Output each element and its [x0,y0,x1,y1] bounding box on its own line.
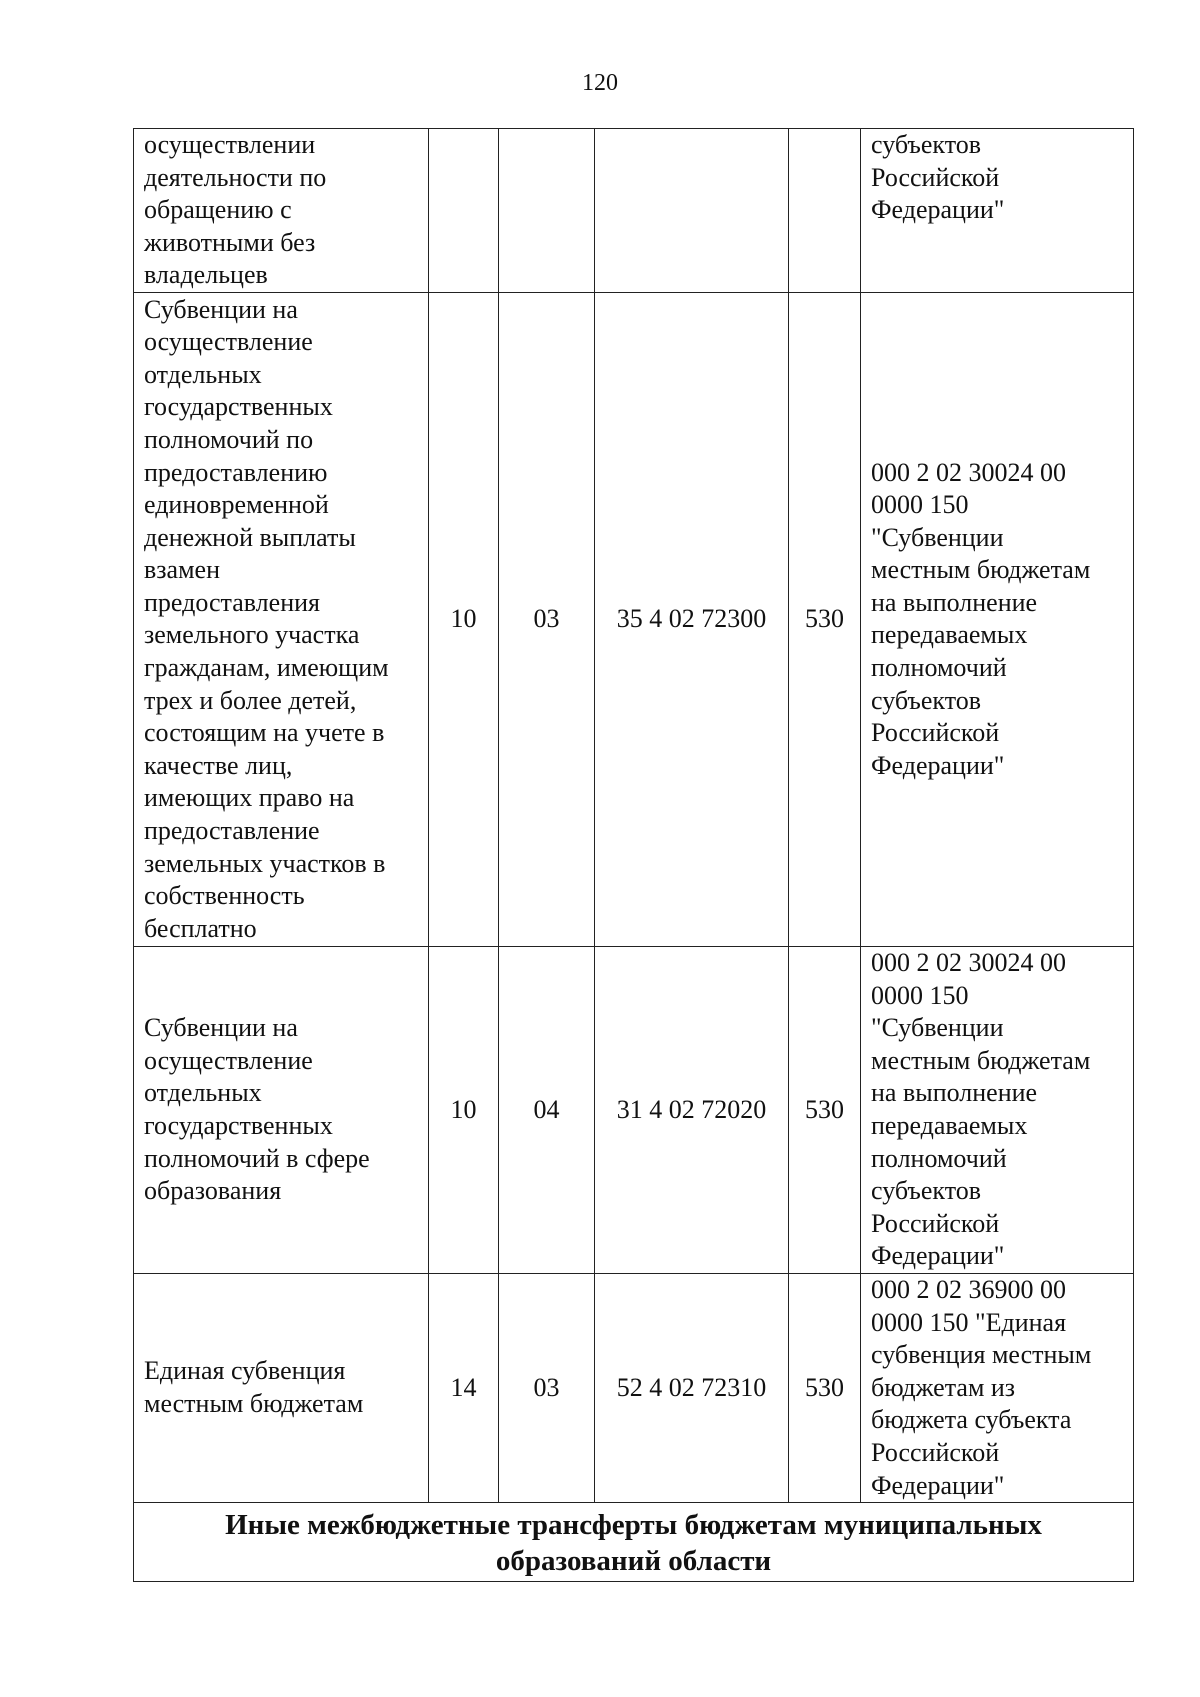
cell-podrazdel [499,129,595,293]
cell-podrazdel: 04 [499,946,595,1273]
cell-kod: 000 2 02 30024 00 0000 150 "Субвенции местным бюджетам на выполнение передаваемых полномочий субъектов Российской Федерации" [861,292,1134,946]
table-row [134,129,1134,293]
table-row [134,292,1134,946]
cell-vr [789,129,861,293]
cell-name: осуществлении деятельности по обращению с животными без владельцев [134,129,429,293]
cell-csr [595,129,789,293]
cell-csr: 35 4 02 72300 [595,292,789,946]
cell-razdel: 14 [429,1273,499,1502]
budget-table [133,128,1134,1582]
page-number: 120 [582,70,618,96]
cell-kod: 000 2 02 30024 00 0000 150 "Субвенции местным бюджетам на выполнение передаваемых полномочий субъектов Российской Федерации" [861,946,1134,1273]
cell-razdel: 10 [429,946,499,1273]
cell-csr: 52 4 02 72310 [595,1273,789,1502]
cell-kod: субъектов Российской Федерации" [861,129,1134,293]
cell-kod: 000 2 02 36900 00 0000 150 "Единая субвенция местным бюджетам из бюджета субъекта Российской Федерации" [861,1273,1134,1502]
cell-razdel: 10 [429,292,499,946]
table-row [134,1273,1134,1502]
cell-name: Субвенции на осуществление отдельных государственных полномочий по предоставлению единовременной денежной выплаты взамен предоставления земельного участка гражданам, имеющим трех и более детей, состоящим на учете в качестве лиц, имеющих право на предоставление земельных участков в собственность бесплатно [134,292,429,946]
cell-podrazdel: 03 [499,1273,595,1502]
section-heading: Иные межбюджетные трансферты бюджетам муниципальных образований области [134,1503,1134,1582]
cell-name: Единая субвенция местным бюджетам [134,1273,429,1502]
cell-vr: 530 [789,292,861,946]
cell-vr: 530 [789,1273,861,1502]
cell-csr: 31 4 02 72020 [595,946,789,1273]
table-row [134,946,1134,1273]
cell-razdel [429,129,499,293]
cell-podrazdel: 03 [499,292,595,946]
cell-vr: 530 [789,946,861,1273]
cell-name: Субвенции на осуществление отдельных государственных полномочий в сфере образования [134,946,429,1273]
section-heading-row [134,1503,1134,1582]
